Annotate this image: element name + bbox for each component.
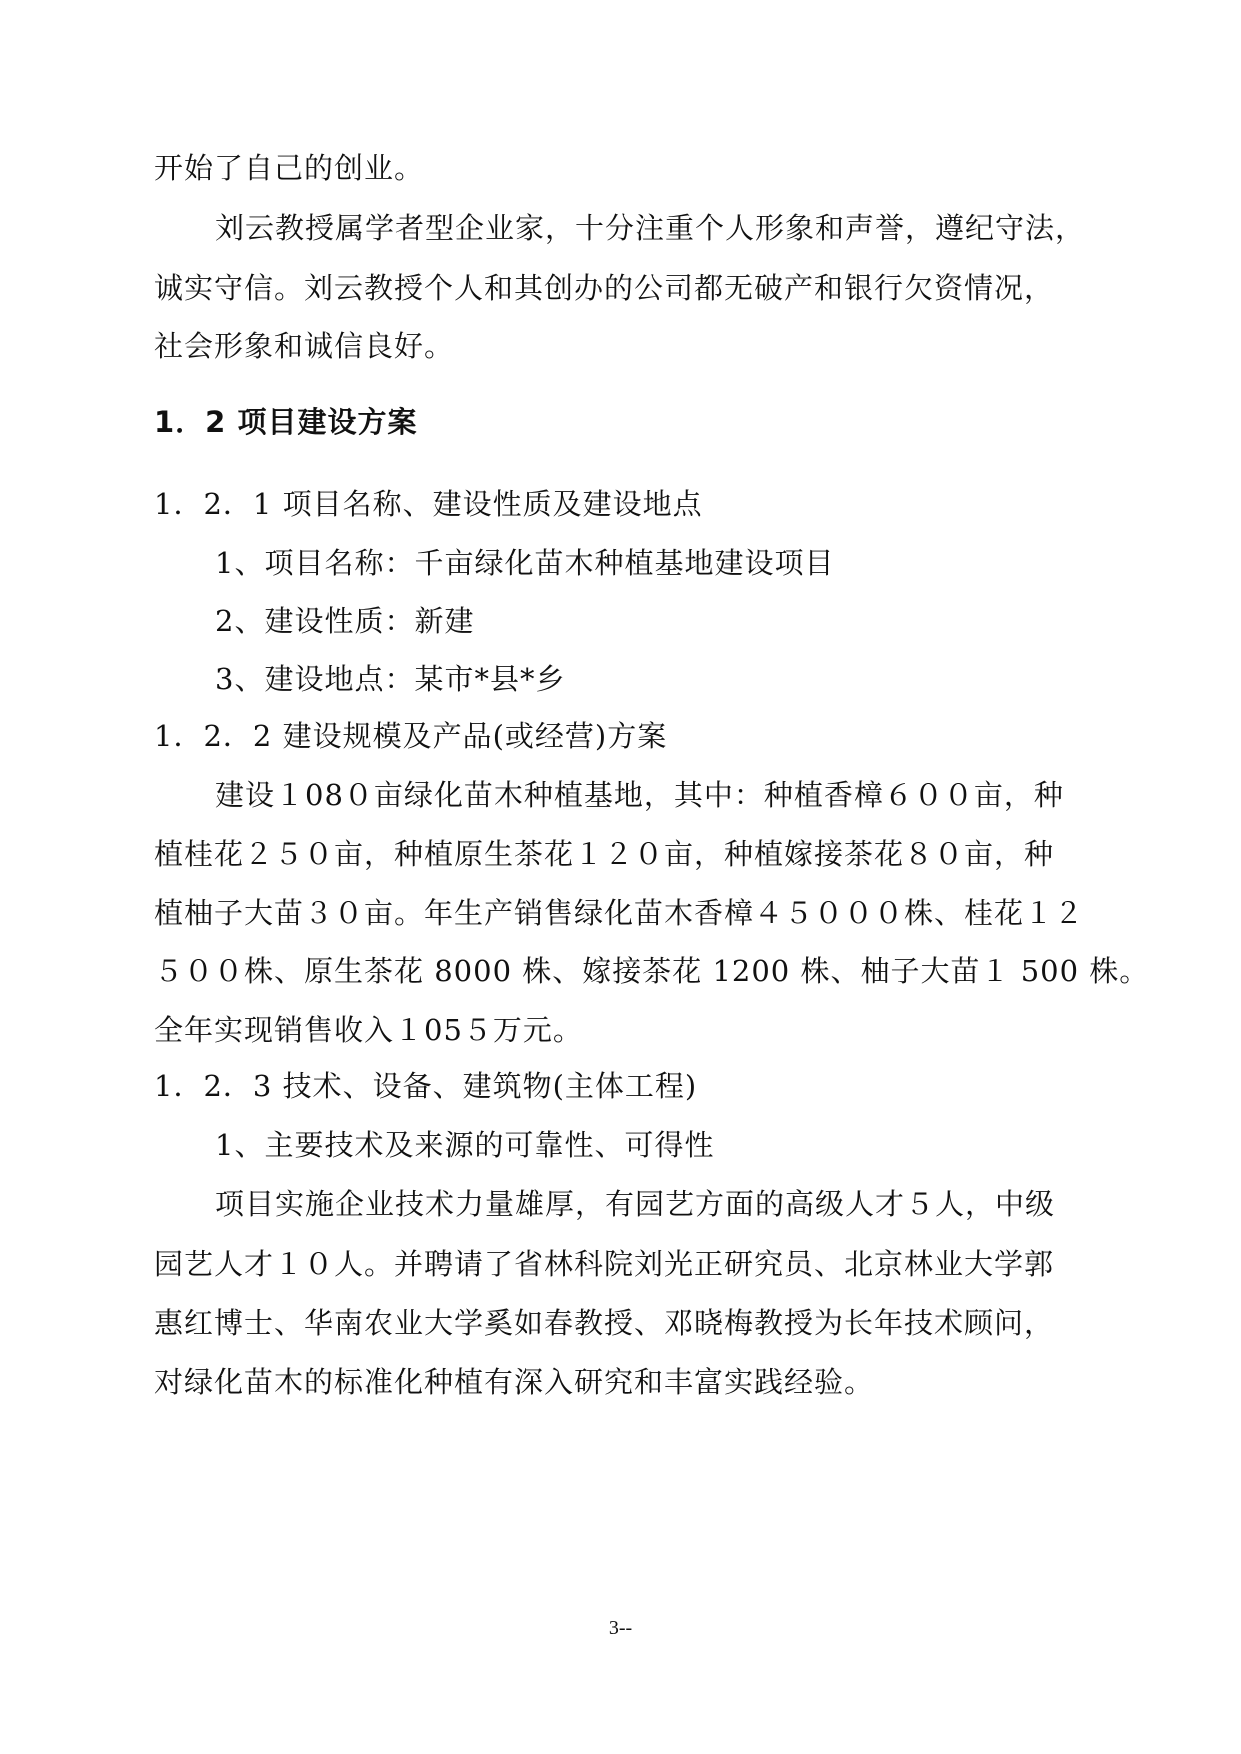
paragraph-line: 项目实施企业技术力量雄厚，有园艺方面的高级人才５人，中级 <box>215 1187 1056 1221</box>
list-item: 1、项目名称：千亩绿化苗木种植基地建设项目 <box>215 546 835 580</box>
paragraph-line: 全年实现销售收入１05５万元。 <box>154 1013 583 1047</box>
paragraph-line: 园艺人才１０人。并聘请了省林科院刘光正研究员、北京林业大学郭 <box>154 1247 1055 1281</box>
paragraph-line: 建设１08０亩绿化苗木种植基地，其中：种植香樟６００亩，种 <box>215 778 1064 812</box>
subsection-heading: 1．2．1 项目名称、建设性质及建设地点 <box>154 487 703 521</box>
list-item: 2、建设性质：新建 <box>215 604 475 638</box>
list-item: 3、建设地点：某市*县*乡 <box>215 662 566 696</box>
paragraph-line: 刘云教授属学者型企业家，十分注重个人形象和声誉，遵纪守法， <box>215 211 1086 245</box>
paragraph-line: ５００株、原生茶花 8000 株、嫁接茶花 1200 株、柚子大苗１ 500 株。 <box>154 954 1150 988</box>
paragraph-line: 对绿化苗木的标准化种植有深入研究和丰富实践经验。 <box>154 1365 875 1399</box>
section-heading: 1．2 项目建设方案 <box>154 405 418 439</box>
paragraph-line: 社会形象和诚信良好。 <box>154 329 455 363</box>
paragraph-line: 诚实守信。刘云教授个人和其创办的公司都无破产和银行欠资情况， <box>154 271 1055 305</box>
page-number: 3-- <box>608 1617 633 1639</box>
list-item: 1、主要技术及来源的可靠性、可得性 <box>215 1128 715 1162</box>
paragraph-line: 惠红博士、华南农业大学奚如春教授、邓晓梅教授为长年技术顾问， <box>154 1306 1055 1340</box>
subsection-heading: 1．2．3 技术、设备、建筑物(主体工程) <box>154 1069 698 1103</box>
paragraph-line: 植桂花２５０亩，种植原生茶花１２０亩，种植嫁接茶花８０亩，种 <box>154 837 1055 871</box>
subsection-heading: 1．2．2 建设规模及产品(或经营)方案 <box>154 719 668 753</box>
paragraph-line: 开始了自己的创业。 <box>154 151 425 185</box>
paragraph-line: 植柚子大苗３０亩。年生产销售绿化苗木香樟４５０００株、桂花１２ <box>154 896 1085 930</box>
